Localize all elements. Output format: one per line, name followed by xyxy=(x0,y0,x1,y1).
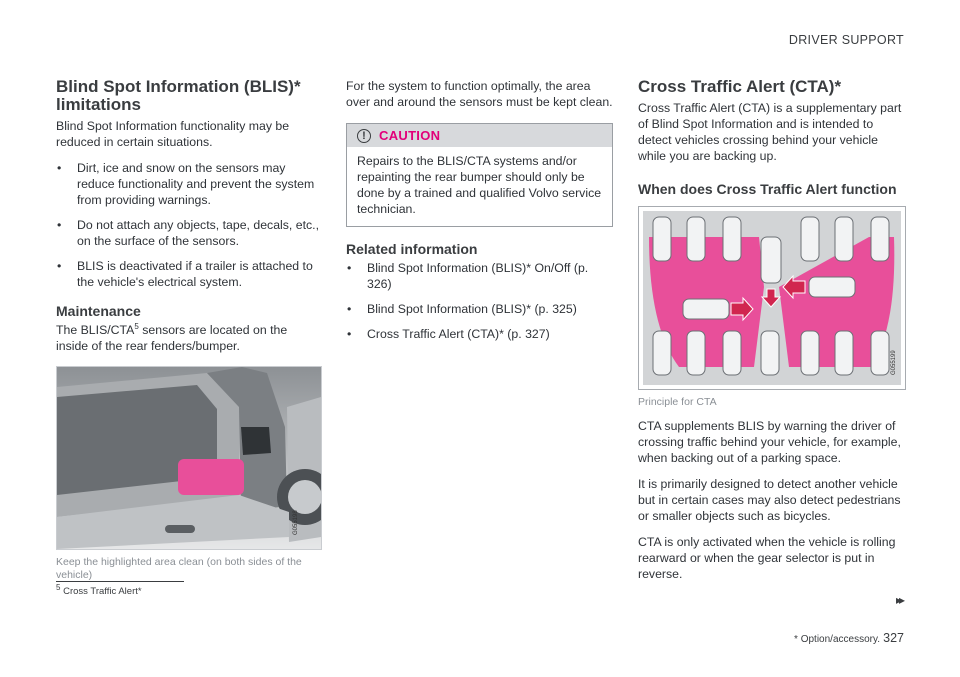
maintenance-text xyxy=(56,322,322,354)
cta-lead: Cross Traffic Alert (CTA) is a supplementary part of Blind Spot Information and is intended to detect vehicles crossing behind your vehicle while you are backing up. xyxy=(638,101,902,163)
footnote-divider xyxy=(56,581,184,582)
option-accessory-note: * Option/accessory. xyxy=(794,634,880,645)
section-header: DRIVER SUPPORT xyxy=(788,33,904,47)
cta-paragraph: It is primarily designed to detect another vehicle but in certain cases may also detect pedestrians or smaller objects such as bicycles. xyxy=(638,477,901,523)
footnote-text: Cross Traffic Alert* xyxy=(60,586,142,597)
next-page-arrows[interactable]: ▸▸ xyxy=(895,593,902,607)
parking-lot-illustration xyxy=(639,207,905,389)
cta-title: Cross Traffic Alert (CTA)* xyxy=(638,77,842,96)
related-info-list xyxy=(346,260,613,342)
related-info-title: Related information xyxy=(346,241,478,257)
caution-icon: ! xyxy=(357,129,371,143)
cta-subtitle: When does Cross Traffic Alert function xyxy=(638,181,897,197)
figure-code: G055199 xyxy=(891,350,897,375)
blis-limitations-title: Blind Spot Information (BLIS)* limitations xyxy=(56,77,301,114)
figure-code: G055198 xyxy=(293,510,299,535)
footnote xyxy=(56,582,142,597)
list-item: • Do not attach any objects, tape, decals, etc., on the surface of the sensors. xyxy=(56,217,322,249)
blis-limitations-list xyxy=(56,160,322,290)
list-item: • BLIS is deactivated if a trailer is attached to the vehicle's electrical system. xyxy=(56,258,322,290)
car-rear-illustration xyxy=(57,367,321,549)
column-blis-limitations xyxy=(56,78,322,582)
related-link[interactable]: • Blind Spot Information (BLIS)* (p. 325) xyxy=(346,301,613,317)
caution-text: Repairs to the BLIS/CTA systems and/or repainting the rear bumper should only be done by a trained and qualified Volvo service technician. xyxy=(357,154,602,216)
footnote-mark: 5 xyxy=(56,582,61,592)
list-item: • Dirt, ice and snow on the sensors may reduce functionality and prevent the system from providing warnings. xyxy=(56,160,322,208)
maintenance-title: Maintenance xyxy=(56,303,141,319)
caution-title: CAUTION xyxy=(379,128,441,143)
blis-limitations-lead: Blind Spot Information functionality may be reduced in certain situations. xyxy=(56,119,290,149)
related-link[interactable]: • Cross Traffic Alert (CTA)* (p. 327) xyxy=(346,326,613,342)
highlighted-sensor-area xyxy=(178,459,244,495)
maintenance-intro: For the system to function optimally, the area over and around the sensors must be kept clean. xyxy=(346,79,613,109)
caution-box xyxy=(346,123,613,227)
caution-header xyxy=(347,124,612,147)
maintenance-text-b: sensors are located on the inside of the rear fenders/bumper. xyxy=(56,323,288,353)
sensor-location-figure xyxy=(56,366,322,550)
page-number: 327 xyxy=(883,631,904,645)
figure-caption: Keep the highlighted area clean (on both sides of the vehicle) xyxy=(56,556,302,581)
footnote-ref: 5 xyxy=(134,321,139,331)
column-cta xyxy=(638,78,906,582)
figure-caption: Principle for CTA xyxy=(638,396,717,408)
column-maintenance-continued xyxy=(346,78,613,351)
maintenance-text-a: The BLIS/CTA xyxy=(56,323,135,337)
cta-paragraph: CTA is only activated when the vehicle is rolling rearward or when the gear selector is put in reverse. xyxy=(638,535,896,581)
cta-paragraph: CTA supplements BLIS by warning the driver of crossing traffic behind your vehicle, for example, when backing out of a parking space. xyxy=(638,419,901,465)
cta-principle-figure xyxy=(638,206,906,390)
related-link[interactable]: • Blind Spot Information (BLIS)* On/Off (p. 326) xyxy=(346,260,613,292)
